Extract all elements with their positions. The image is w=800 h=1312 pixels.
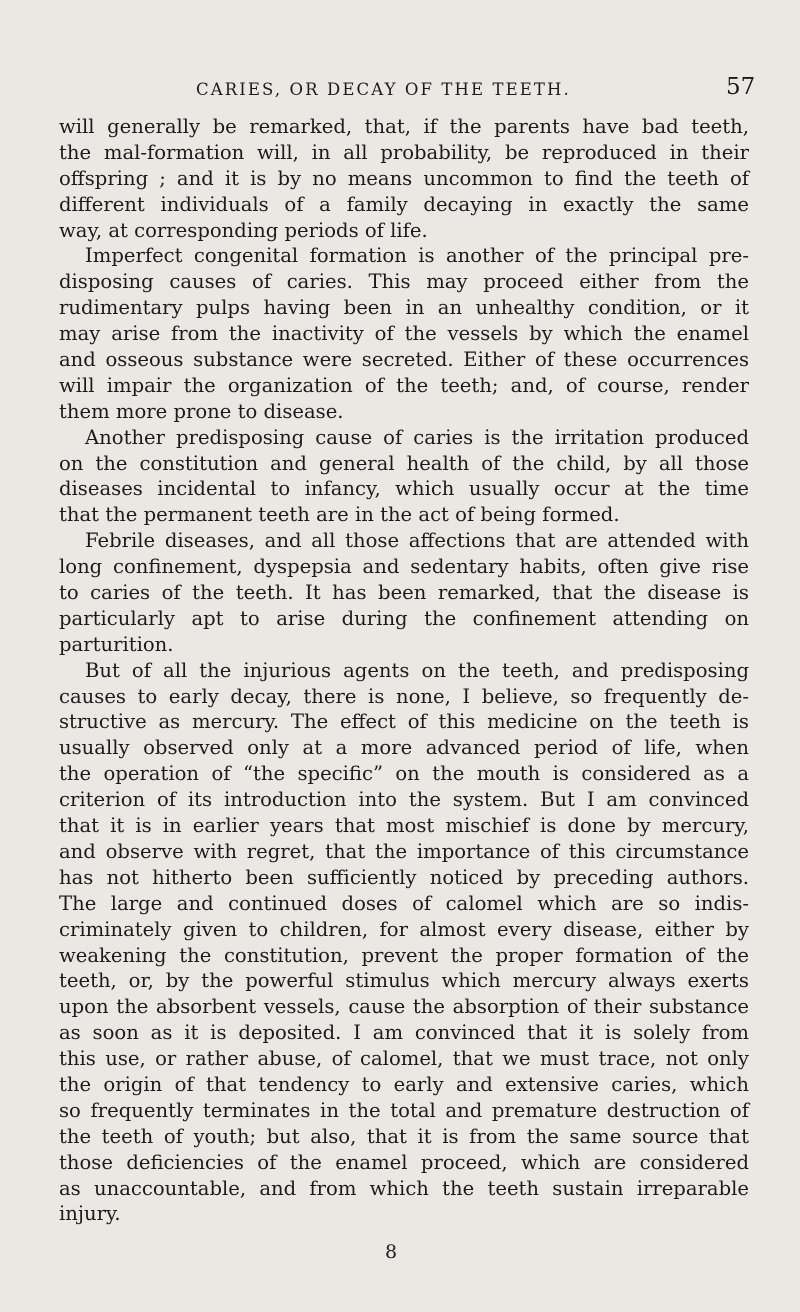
text-line: teeth, or, by the powerful stimulus which mercury always exerts: [59, 969, 749, 993]
page-number: 57: [726, 74, 756, 100]
text-line: that it is in earlier years that most mischief is done by mercury,: [59, 814, 749, 838]
text-line: structive as mercury. The effect of this medicine on the teeth is: [59, 710, 749, 734]
text-line: disposing causes of caries. This may proceed either from the: [59, 270, 749, 294]
text-line: particularly apt to arise during the confinement attending on: [59, 606, 749, 630]
text-line: Febrile diseases, and all those affections that are attended with: [85, 529, 749, 553]
text-line: on the constitution and general health of the child, by all those: [59, 451, 749, 475]
text-line: long confinement, dyspepsia and sedentary habits, often give rise: [59, 555, 749, 579]
text-line: the teeth of youth; but also, that it is from the same source that: [59, 1124, 749, 1148]
text-line: will generally be remarked, that, if the parents have bad teeth,: [59, 115, 749, 138]
text-line: as soon as it is deposited. I am convinced that it is solely from: [59, 1021, 749, 1045]
text-line: rudimentary pulps having been in an unhealthy condition, or it: [59, 296, 749, 320]
text-line: different individuals of a family decaying in exactly the same: [59, 192, 749, 216]
text-line: weakening the constitution, prevent the proper formation of the: [59, 943, 749, 967]
text-line: parturition.: [59, 632, 174, 656]
text-line: the operation of “the specific” on the mouth is considered as a: [59, 762, 749, 786]
text-line: offspring ; and it is by no means uncommon to find the teeth of: [59, 166, 749, 190]
text-line: Imperfect congenital formation is another of the principal pre-: [85, 244, 749, 268]
text-line: causes to early decay, there is none, I believe, so frequently de-: [59, 684, 749, 708]
text-line: criterion of its introduction into the system. But I am convinced: [59, 788, 749, 812]
text-line: them more prone to disease.: [59, 399, 344, 423]
text-line: way, at corresponding periods of life.: [59, 218, 428, 242]
text-line: so frequently terminates in the total and premature destruction of: [59, 1098, 749, 1122]
text-line: the mal-formation will, in all probability, be reproduced in their: [59, 140, 749, 164]
text-line: may arise from the inactivity of the vessels by which the enamel: [59, 322, 749, 346]
text-line: as unaccountable, and from which the teeth sustain irreparable: [59, 1176, 749, 1200]
text-line: that the permanent teeth are in the act of being formed.: [59, 503, 620, 527]
text-line: upon the absorbent vessels, cause the absorption of their substance: [59, 995, 749, 1019]
text-line: criminately given to children, for almost every disease, either by: [59, 917, 749, 941]
signature-mark: 8: [385, 1241, 398, 1263]
text-line: those deficiencies of the enamel proceed, which are considered: [59, 1150, 749, 1174]
text-line: this use, or rather abuse, of calomel, that we must trace, not only: [59, 1047, 749, 1071]
text-line: will impair the organization of the teeth; and, of course, render: [59, 373, 749, 397]
text-line: The large and continued doses of calomel which are so indis-: [59, 891, 749, 915]
text-line: and osseous substance were secreted. Either of these occurrences: [59, 348, 749, 372]
text-line: the origin of that tendency to early and extensive caries, which: [59, 1072, 749, 1096]
text-line: and observe with regret, that the importance of this circumstance: [59, 839, 749, 863]
text-line: has not hitherto been sufficiently noticed by preceding authors.: [59, 865, 749, 889]
text-line: usually observed only at a more advanced period of life, when: [59, 736, 749, 760]
running-title: CARIES, OR DECAY OF THE TEETH.: [196, 80, 571, 99]
text-line: Another predisposing cause of caries is the irritation produced: [85, 425, 749, 449]
page-header: [0, 74, 800, 106]
text-line: But of all the injurious agents on the teeth, and predisposing: [85, 658, 749, 682]
text-line: injury.: [59, 1202, 121, 1226]
text-line: diseases incidental to infancy, which usually occur at the time: [59, 477, 749, 501]
body-text: [59, 114, 749, 1227]
text-line: to caries of the teeth. It has been remarked, that the disease is: [59, 581, 749, 605]
